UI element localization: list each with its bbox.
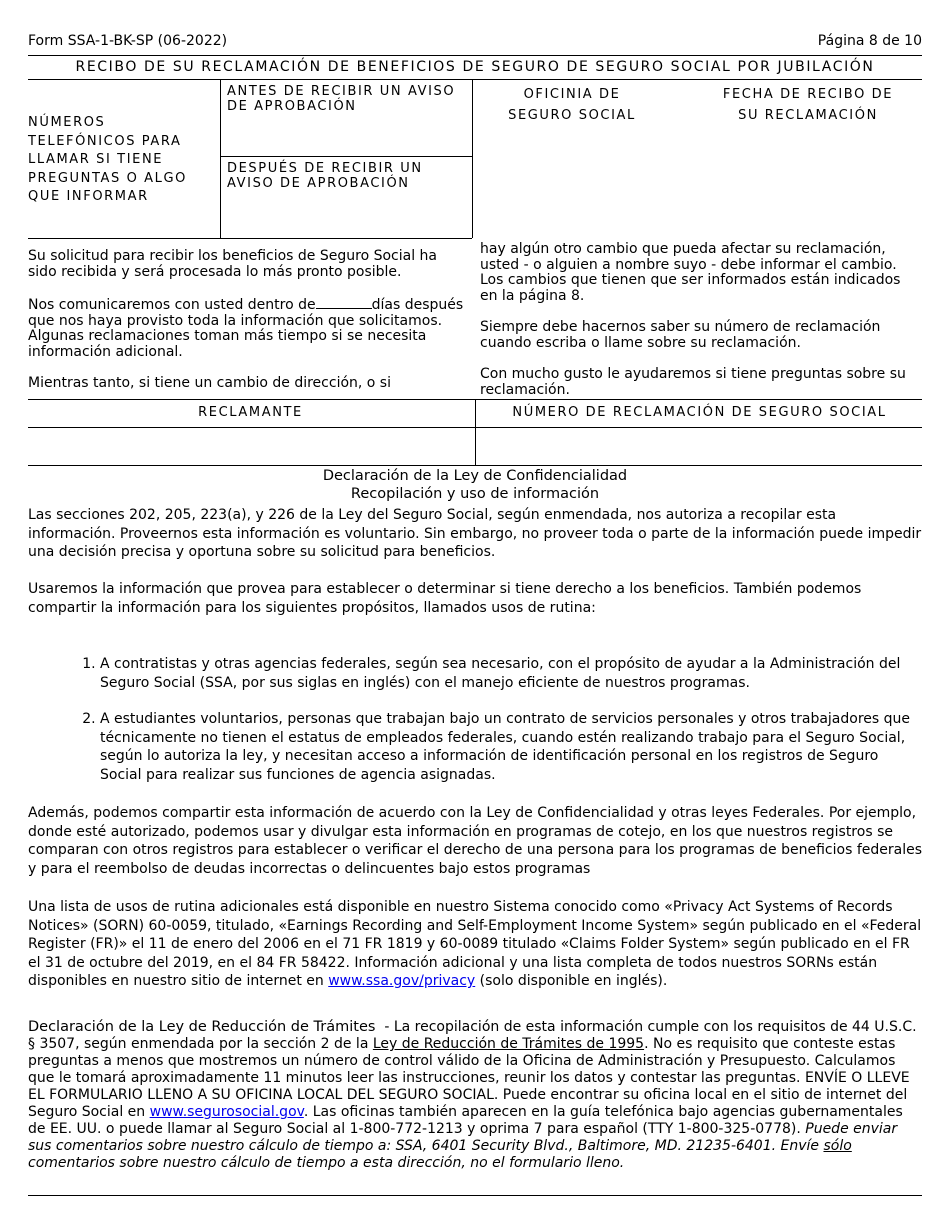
privacy-title-2: Recopilación y uso de información	[350, 485, 600, 502]
office-label: OFICINIA DE SEGURO SOCIAL	[508, 87, 636, 123]
receipt-date-label: FECHA DE RECIBO DE SU RECLAMACIÓN	[722, 87, 894, 123]
rule	[28, 79, 922, 80]
paperwork-law-reference: Ley de Reducción de Trámites de 1995	[372, 1036, 645, 1052]
days-blank	[316, 296, 372, 309]
claim-number-field[interactable]	[478, 429, 920, 463]
privacy-paragraph-1: Las secciones 202, 205, 223(a), y 226 de la Ley del Seguro Social, según enmendada, nos autoriza a recopilar esta información. Proveernos esta información es voluntario. Sin embargo, no proveer toda o parte de la información puede impedir una decisión precisa y oportuna sobre su solicitud para beneficios.	[28, 507, 922, 560]
privacy-paragraph-4-tail: (solo disponible en inglés).	[479, 973, 668, 989]
paperwork-italic-1: Puede enviar sus comentarios sobre nuestro cálculo de tiempo a: SSA, 6401 Security Blvd., Baltimore, MD. 21235-6401. Envíe	[28, 1121, 898, 1154]
receipt-left-column	[28, 249, 468, 392]
receipt-title: RECIBO DE SU RECLAMACIÓN DE BENEFICIOS DE SEGURO DE SEGURO SOCIAL POR JUBILACIÓN	[75, 59, 875, 75]
routine-use-2: 2. A estudiantes voluntarios, personas que trabajan bajo un contrato de servicios personales y otros trabajadores que técnicamente no tienen el estatus de empleados federales, cuando estén realizando trabajo para el Seguro Social, según lo autoriza la ley, y necesitan acceso a información de identificación personal en los registros de Seguro Social para realizar sus funciones de agencia asignadas.	[100, 710, 922, 784]
rule	[472, 79, 473, 238]
privacy-title	[28, 468, 922, 503]
rule	[28, 465, 922, 466]
paperwork-italic-solo: sólo	[823, 1138, 852, 1154]
left-paragraph-2-end: días después que nos haya provisto toda la información que solicitamos. Algunas reclamaciones toman más tiempo si se necesita información adicional.	[28, 297, 464, 360]
privacy-paragraph-4	[28, 898, 922, 991]
after-notice-label: DESPUÉS DE RECIBIR UN AVISO DE APROBACIÓN	[227, 161, 423, 191]
phone-numbers-label: NÚMEROS TELEFÓNICOS PARA LLAMAR SI TIENE PREGUNTAS O ALGO QUE INFORMAR	[28, 115, 188, 204]
claimant-label: RECLAMANTE	[198, 405, 303, 420]
right-paragraph-1: hay algún otro cambio que pueda afectar su reclamación, usted - o alguien a nombre suyo - debe informar el cambio. Los cambios que tienen que ser informados están indicados en la página 8.	[480, 241, 901, 304]
routine-uses-list	[28, 655, 922, 802]
receipt-right-column	[480, 242, 920, 398]
paperwork-text-1: - La recopilación de esta información cumple con los requisitos de 44 U.S.C. § 3507, según enmendada por la sección 2 de la	[28, 1019, 917, 1052]
rule	[475, 399, 476, 465]
rule	[220, 156, 472, 157]
claim-number-label: NÚMERO DE RECLAMACIÓN DE SEGURO SOCIAL	[512, 405, 887, 420]
left-paragraph-1: Su solicitud para recibir los beneficios de Seguro Social ha sido recibida y será procesada lo más pronto posible.	[28, 248, 438, 280]
before-notice-label: ANTES DE RECIBIR UN AVISO DE APROBACIÓN	[227, 84, 456, 114]
rule	[28, 427, 922, 428]
paperwork-statement	[28, 1019, 922, 1172]
privacy-title-1: Declaración de la Ley de Confidencialidad	[322, 468, 628, 484]
left-paragraph-2	[28, 296, 468, 360]
paperwork-text-3: . Las oficinas también aparecen en la guía telefónica bajo agencias gubernamentales de EE. UU. o puede llamar al Seguro Social al 1-800-772-1213 y oprima 7 para español (TTY 1-800-325-0778).	[28, 1104, 903, 1137]
segurosocial-link[interactable]: www.segurosocial.gov	[149, 1104, 304, 1120]
right-paragraph-2: Siempre debe hacernos saber su número de reclamación cuando escriba o llame sobre su reclamación.	[480, 319, 881, 351]
privacy-paragraph-2: Usaremos la información que provea para establecer o determinar si tiene derecho a los beneficios. También podemos compartir la información para los siguientes propósitos, llamados usos de rutina:	[28, 581, 862, 616]
paperwork-italic-2: comentarios sobre nuestro cálculo de tiempo a esta dirección, no el formulario lleno.	[28, 1155, 625, 1171]
left-paragraph-2-start: Nos comunicaremos con usted dentro de	[28, 297, 316, 313]
privacy-paragraph-4-text: Una lista de usos de rutina adicionales está disponible en nuestro Sistema conocido como «Privacy Act Systems of Records Notices» (SORN) 60-0059, titulado, «Earnings Recording and Self-Employment Income System» según publicado en el «Federal Register (FR)» el 11 de enero del 2006 en el 71 FR 1819 y 60-0089 titulado «Claims Folder System» según publicado en el FR el 31 de octubre del 2019, en el 84 FR 58422. Información adicional y una lista completa de todos nuestros SORNs están disponibles en nuestro sitio de internet en	[28, 899, 922, 989]
routine-use-1: 1. A contratistas y otras agencias federales, según sea necesario, con el propósito de ayudar a la Administración del Seguro Social (SSA, por sus siglas en inglés) con el manejo eficiente de nuestros programas.	[100, 655, 922, 692]
right-paragraph-3: Con mucho gusto le ayudaremos si tiene preguntas sobre su reclamación.	[480, 366, 906, 398]
paperwork-lead: Declaración de la Ley de Reducción de Trámites	[28, 1019, 376, 1035]
paperwork-text-2: . No es requisito que conteste estas preguntas a menos que mostremos un número de control válido de la Oficina de Administración y Presupuesto. Calculamos que le tomará aproximadamente 11 minutos leer las instrucciones, reunir los datos y contestar las preguntas. ENVÍE O LLEVE EL FORMULARIO LLENO A SU OFICINA LOCAL DEL SEGURO SOCIAL. Puede encontrar su oficina local en el sitio de internet del Seguro Social en	[28, 1036, 910, 1120]
bottom-rule	[28, 1195, 922, 1196]
rule	[220, 79, 221, 238]
privacy-paragraph-3: Además, podemos compartir esta información de acuerdo con la Ley de Confidencialidad y otras leyes Federales. Por ejemplo, donde esté autorizado, podemos usar y divulgar esta información en programas de cotejo, en los que nuestros registros se comparan con otros registros para establecer o verificar el derecho de una persona para los programas de beneficios federales y para el reembolso de deudas incorrectas o delincuentes bajo estos programas	[28, 805, 922, 877]
form-id: Form SSA-1-BK-SP (06-2022)	[28, 33, 228, 49]
claimant-field[interactable]	[30, 429, 473, 463]
rule	[28, 238, 472, 239]
left-paragraph-3: Mientras tanto, si tiene un cambio de dirección, o si	[28, 375, 391, 391]
page-number: Página 8 de 10	[817, 33, 922, 49]
rule	[28, 55, 922, 56]
ssa-privacy-link[interactable]: www.ssa.gov/privacy	[328, 973, 476, 989]
